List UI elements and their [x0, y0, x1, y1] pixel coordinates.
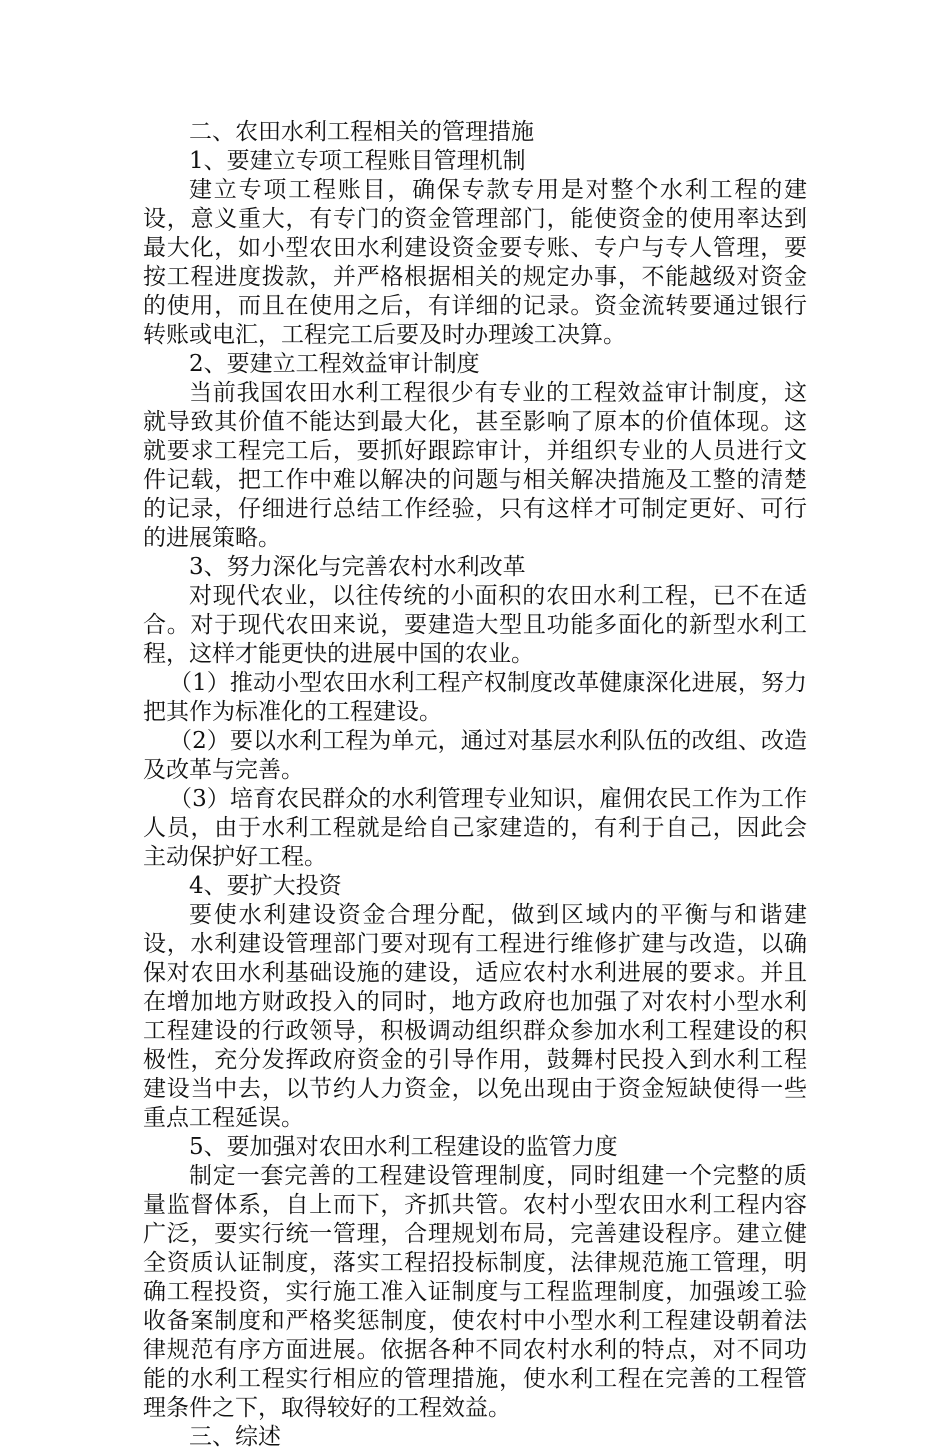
subheading-supervision: 5、要加强对农田水利工程建设的监管力度 [189, 1134, 618, 1160]
list-item-2: （2）要以水利工程为单元，通过对基层水利队伍的改组、改造及改革与完善。 [143, 728, 807, 783]
subheading-accounts: 1、要建立专项工程账目管理机制 [189, 148, 526, 174]
paragraph-accounts: 建立专项工程账目，确保专款专用是对整个水利工程的建设，意义重大，有专门的资金管理部门，能使资金的使用率达到最大化，如小型农田水利建设资金要专账、专户与专人管理，要按工程进度拨款，并严格根据相关的规定办事，不能越级对资金的使用，而且在使用之后，有详细的记录。资金流转要通过银行转账或电汇，工程完工后要及时办理竣工决算。 [143, 177, 807, 348]
subheading-audit: 2、要建立工程效益审计制度 [189, 351, 480, 377]
list-item-1: （1）推动小型农田水利工程产权制度改革健康深化进展，努力把其作为标准化的工程建设。 [143, 670, 807, 725]
document-body [143, 118, 807, 1452]
paragraph-audit: 当前我国农田水利工程很少有专业的工程效益审计制度，这就导致其价值不能达到最大化，甚至影响了原本的价值体现。这就要求工程完工后，要抓好跟踪审计，并组织专业的人员进行文件记载，把工作中难以解决的问题与相关解决措施及工整的清楚的记录，仔细进行总结工作经验，只有这样才可制定更好、可行的进展策略。 [143, 380, 807, 551]
subheading-reform: 3、努力深化与完善农村水利改革 [189, 554, 526, 580]
paragraph-investment: 要使水利建设资金合理分配，做到区域内的平衡与和谐建设，水利建设管理部门要对现有工程进行维修扩建与改造，以确保对农田水利基础设施的建设，适应农村水利进展的要求。并且在增加地方财政投入的同时，地方政府也加强了对农村小型水利工程建设的行政领导，积极调动组织群众参加水利工程建设的积极性，充分发挥政府资金的引导作用，鼓舞村民投入到水利工程建设当中去，以节约人力资金，以免出现由于资金短缺使得一些重点工程延误。 [143, 902, 807, 1131]
list-item-3: （3）培育农民群众的水利管理专业知识，雇佣农民工作为工作人员，由于水利工程就是给自己家建造的，有利于自己，因此会主动保护好工程。 [143, 786, 807, 870]
paragraph-supervision: 制定一套完善的工程建设管理制度，同时组建一个完整的质量监督体系，自上而下，齐抓共管。农村小型农田水利工程内容广泛，要实行统一管理，合理规划布局，完善建设程序。建立健全资质认证制度，落实工程招投标制度，法律规范施工管理，明确工程投资，实行施工准入证制度与工程监理制度，加强竣工验收备案制度和严格奖惩制度，使农村中小型水利工程建设朝着法律规范有序方面进展。依据各种不同农村水利的特点，对不同功能的水利工程实行相应的管理措施，使水利工程在完善的工程管理条件之下，取得较好的工程效益。 [143, 1163, 807, 1421]
subheading-investment: 4、要扩大投资 [189, 873, 342, 899]
paragraph-reform: 对现代农业，以往传统的小面积的农田水利工程，已不在适合。对于现代农田来说，要建造大型且功能多面化的新型水利工程，这样才能更快的进展中国的农业。 [143, 583, 807, 667]
section-heading-summary: 三、综述 [189, 1424, 281, 1450]
section-heading-management: 二、农田水利工程相关的管理措施 [189, 119, 534, 145]
